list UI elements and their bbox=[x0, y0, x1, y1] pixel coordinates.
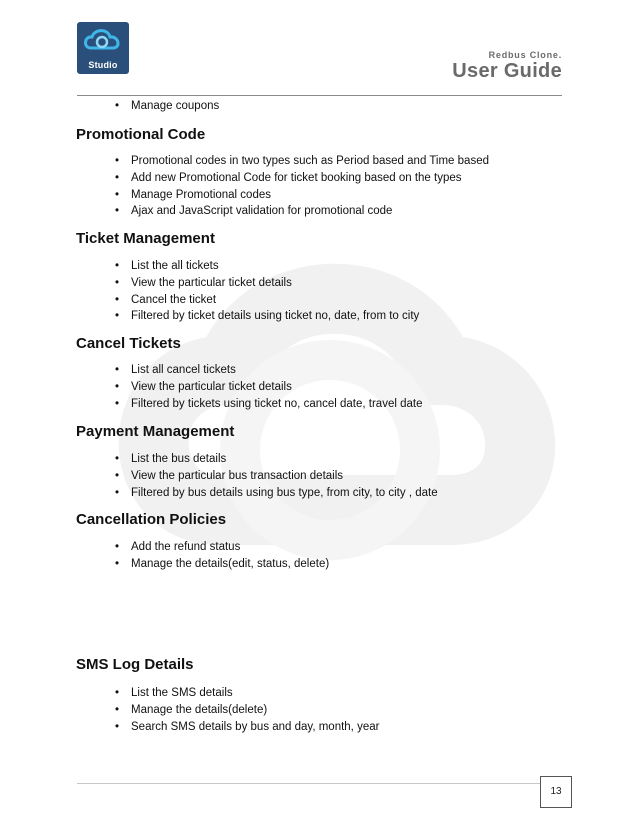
sms-log-details-list bbox=[115, 685, 575, 735]
list-item: • Add new Promotional Code for ticket booking based on the types bbox=[115, 170, 575, 187]
list-item: • List the SMS details bbox=[115, 685, 575, 702]
cancellation-policies-list bbox=[115, 539, 575, 573]
section-heading-promotional-code: Promotional Code bbox=[76, 126, 206, 143]
section-heading-cancel-tickets: Cancel Tickets bbox=[76, 335, 181, 352]
page-number: 13 bbox=[540, 776, 572, 808]
list-item: • Promotional codes in two types such as Period based and Time based bbox=[115, 153, 575, 170]
ticket-management-list bbox=[115, 258, 575, 325]
header-divider bbox=[77, 95, 562, 96]
list-item: • View the particular ticket details bbox=[115, 379, 575, 396]
document-title: User Guide bbox=[452, 60, 562, 82]
list-item: • View the particular ticket details bbox=[115, 275, 575, 292]
list-item: • Ajax and JavaScript validation for promotional code bbox=[115, 203, 575, 220]
list-item: • Filtered by bus details using bus type, from city, to city , date bbox=[115, 485, 575, 502]
list-item: • Search SMS details by bus and day, month, year bbox=[115, 719, 575, 736]
cancel-tickets-list bbox=[115, 362, 575, 412]
section-heading-sms-log-details: SMS Log Details bbox=[76, 656, 194, 673]
list-item: • Add the refund status bbox=[115, 539, 575, 556]
list-item: • Manage Promotional codes bbox=[115, 187, 575, 204]
section-heading-ticket-management: Ticket Management bbox=[76, 230, 215, 247]
list-item: • Cancel the ticket bbox=[115, 292, 575, 309]
cloud-logo-icon bbox=[77, 22, 129, 62]
logo-wordmark: Studio bbox=[88, 60, 118, 70]
list-item: • Manage the details(edit, status, delete) bbox=[115, 556, 575, 573]
section-heading-cancellation-policies: Cancellation Policies bbox=[76, 511, 227, 528]
document-subtitle: Redbus Clone. bbox=[488, 50, 562, 60]
list-item: • List the all tickets bbox=[115, 258, 575, 275]
list-item: • List the bus details bbox=[115, 451, 575, 468]
intro-bullet-list bbox=[115, 98, 575, 115]
list-item: • Filtered by tickets using ticket no, cancel date, travel date bbox=[115, 396, 575, 413]
promotional-code-list bbox=[115, 153, 575, 220]
footer-divider bbox=[77, 783, 562, 784]
list-item: • List all cancel tickets bbox=[115, 362, 575, 379]
payment-management-list bbox=[115, 451, 575, 501]
list-item: • Manage the details(delete) bbox=[115, 702, 575, 719]
list-item: • View the particular bus transaction details bbox=[115, 468, 575, 485]
company-logo bbox=[77, 22, 129, 74]
list-item: • Filtered by ticket details using ticket no, date, from to city bbox=[115, 308, 575, 325]
list-item: • Manage coupons bbox=[115, 98, 575, 115]
section-heading-payment-management: Payment Management bbox=[76, 423, 235, 440]
